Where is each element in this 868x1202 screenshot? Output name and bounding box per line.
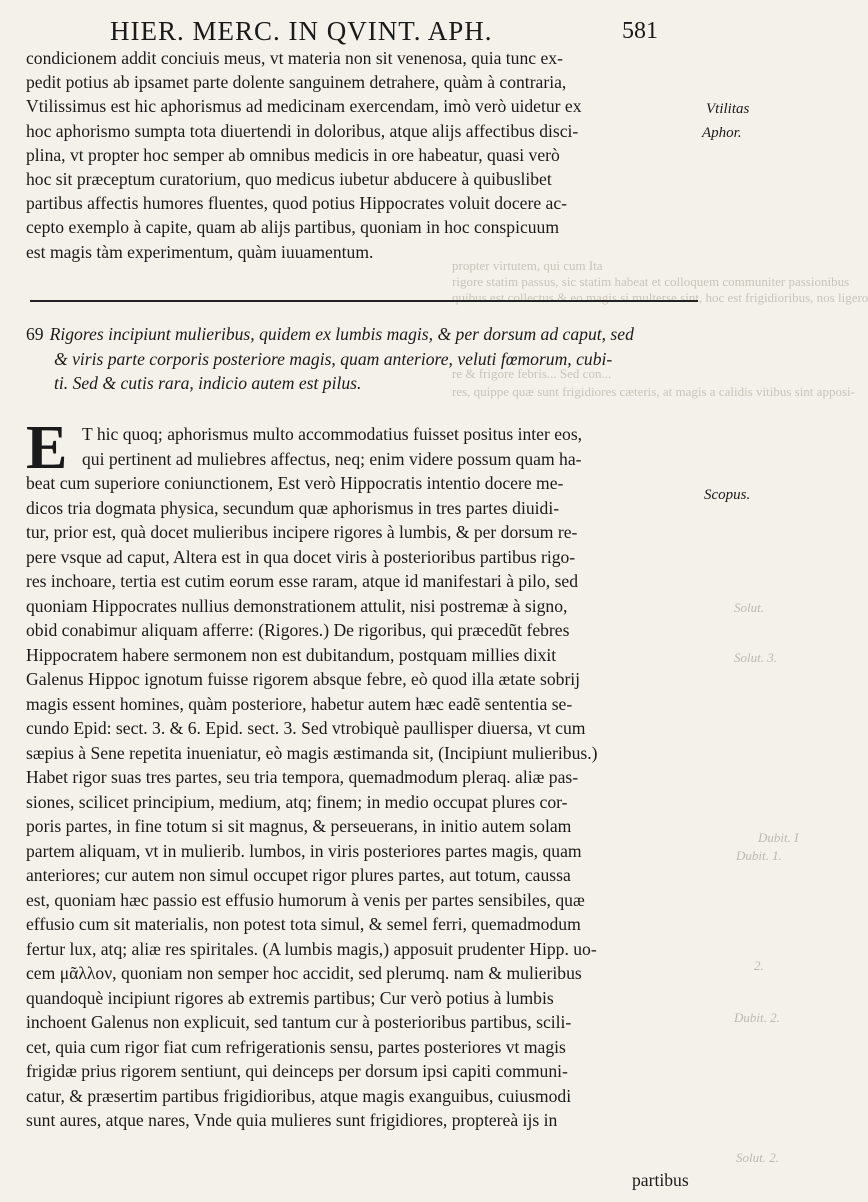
margin-note-faded: Solut.: [734, 600, 764, 615]
text-line: sunt aures, atque nares, Vnde quia mulieres sunt frigidiores, proptereà ijs in: [26, 1110, 558, 1130]
bleed-through-line: res, quippe quæ sunt frigidiores cæteris, at magis a calidis vitibus sint apposi-: [452, 384, 855, 399]
text-line: sæpius à Sene repetita inueniatur, eò magis æstimanda sit, (Incipiunt mulieribus.): [26, 742, 598, 763]
bleed-through-line: rigore statim passus, sic statim habeat et colloquem communiter passionibus: [452, 274, 850, 289]
text-line: ti. Sed & cutis rara, indicio autem est pilus.: [54, 373, 362, 394]
text-line: partibus affectis humores fluentes, quod potius Hippocrates voluit docere ac-: [26, 193, 568, 214]
text-line: obid conabimur aliquam afferre: (Rigores.) De rigoribus, qui præcedũt febres: [26, 620, 570, 640]
margin-note-aphor: Aphor.: [702, 125, 742, 141]
text-line: anteriores; cur autem non simul occupet rigor plures partes, aut totum, caussa: [26, 865, 571, 885]
continuation-paragraph: [26, 46, 698, 264]
margin-note-faded: Dubit. I: [758, 830, 799, 845]
bleed-through-line: propter virtutem, qui cum Ita: [452, 258, 603, 273]
margin-note-faded: Solut. 3.: [734, 650, 777, 665]
text-line: partem aliquam, vt in mulierib. lumbos, in viris posteriores partes magis, quam: [26, 840, 582, 861]
aphorism-number: 69: [26, 324, 44, 344]
text-line: T hic quoq; aphorismus multo accommodatius fuisset positus inter eos,: [82, 424, 583, 444]
drop-capital: E: [26, 414, 68, 482]
text-line: poris partes, in fine totum si sit magnus, & perseuerans, in initio autem solam: [26, 816, 572, 836]
text-line: qui pertinent ad muliebres affectus, neq; enim videre possum quam ha-: [82, 448, 582, 469]
text-line: Habet rigor suas tres partes, seu tria tempora, quemadmodum pleraq. aliæ pas-: [26, 767, 579, 787]
margin-note-utilitas: Vtilitas: [706, 101, 750, 117]
text-line: res inchoare, tertia est cutim eorum esse raram, atque id manifestari à pilo, sed: [26, 571, 579, 591]
running-header: HIER. MERC. IN QVINT. APH.: [110, 16, 493, 46]
text-line: magis essent homines, quàm posteriore, habetur autem hæc eadẽ sententia se-: [26, 693, 573, 714]
margin-note-faded: Solut. 2.: [736, 1150, 779, 1165]
text-line: plina, vt propter hoc semper ab omnibus medicis in ore habeatur, quasi verò: [26, 144, 560, 165]
text-line: quandoquè incipiunt rigores ab extremis partibus; Cur verò potius à lumbis: [26, 987, 554, 1008]
text-line: & viris parte corporis posteriore magis, quam anteriore, veluti fœmorum, cubi-: [54, 348, 613, 369]
text-line: catur, & præsertim partibus frigidioribus, atque magis exanguibus, cuiusmodi: [26, 1085, 572, 1106]
page-number: 581: [622, 18, 658, 44]
text-line: est, quoniam hæc passio est effusio humorum à venis per partes sensibiles, quæ: [26, 889, 585, 910]
text-line: dicos tria dogmata physica, secundum quæ aphorismus in tres partes diuidi-: [26, 497, 560, 518]
aphorism-text: [26, 322, 698, 396]
text-line: Galenus Hippoc ignotum fuisse rigorem absque febre, eò quod illa ætate sobrij: [26, 669, 581, 689]
margin-note-scopus: Scopus.: [704, 487, 751, 503]
text-line: cundo Epid: sect. 3. & 6. Epid. sect. 3. Sed vtrobiquè paullisper diuersa, vt cum: [26, 718, 586, 738]
margin-note-faded: Dubit. 2.: [734, 1010, 780, 1025]
margin-note-faded: 2.: [754, 958, 764, 973]
text-line: siones, scilicet principium, medium, atq; finem; in medio occupat plures cor-: [26, 791, 568, 812]
text-line: pere vsque ad caput, Altera est in qua docet viris à posterioribus partibus rigo-: [26, 546, 576, 567]
bleed-through-line: re & frigore febris... Sed con...: [452, 366, 612, 381]
commentary-body: [26, 414, 706, 1133]
margin-note-faded: Dubit. 1.: [736, 848, 782, 863]
text-line: fertur lux, atq; aliæ res spiritales. (A lumbis magis,) apposuit prudenter Hipp. uo-: [26, 938, 597, 959]
text-line: cet, quia cum rigor fiat cum refrigerationis sensu, partes posteriores vt magis: [26, 1036, 566, 1057]
text-line: 69 Rigores incipiunt mulieribus, quidem ex lumbis magis, & per dorsum ad caput, sed: [26, 324, 634, 344]
text-line: est magis tàm experimentum, quàm iuuamentum.: [26, 241, 374, 262]
text-line: condicionem addit conciuis meus, vt materia non sit venenosa, quia tunc ex-: [26, 48, 563, 68]
catchword: partibus: [632, 1170, 689, 1190]
text-line: cepto exemplo à capite, quam ab alijs partibus, quoniam in hoc conspicuum: [26, 217, 560, 238]
text-line: tur, prior est, quà docet mulieribus incipere rigores à lumbis, & per dorsum re-: [26, 522, 578, 542]
text-line: Vtilissimus est hic aphorismus ad medicinam exercendam, imò verò uidetur ex: [26, 96, 582, 117]
bleed-through-line: quibus est collectus & eo magis si multerse sint, hoc est frigidioribus, nos ligero: [452, 290, 868, 305]
text-line: frigidæ prius rigorem sentiunt, qui deinceps per dorsum ipsi capiti communi-: [26, 1061, 568, 1081]
text-line: beat cum superiore coniunctionem, Est verò Hippocratis intentio docere me-: [26, 473, 564, 493]
text-line: hoc aphorismo sumpta tota diuertendi in doloribus, atque alijs affectibus disci-: [26, 120, 579, 141]
text-line: Hippocratem habere sermonem non est dubitandum, postquam millies dixit: [26, 644, 557, 665]
text-line: cem μᾶλλον, quoniam non semper hoc accidit, sed plerumq. nam & mulieribus: [26, 963, 582, 983]
text-line: effusio cum sit materialis, non potest tota simul, & semel ferri, quemadmodum: [26, 914, 581, 934]
text-line: inchoent Galenus non explicuit, sed tantum cur à posterioribus partibus, scili-: [26, 1012, 572, 1032]
text-line: pedit potius ab ipsamet parte dolente sanguinem detrahere, quàm à contraria,: [26, 72, 567, 93]
text-line: quoniam Hippocrates nullius demonstrationem attulit, nisi postremæ à signo,: [26, 595, 568, 616]
section-divider: [30, 300, 698, 302]
text-line: hoc sit præceptum curatorium, quo medicus iubetur abducere à quibuslibet: [26, 169, 552, 190]
